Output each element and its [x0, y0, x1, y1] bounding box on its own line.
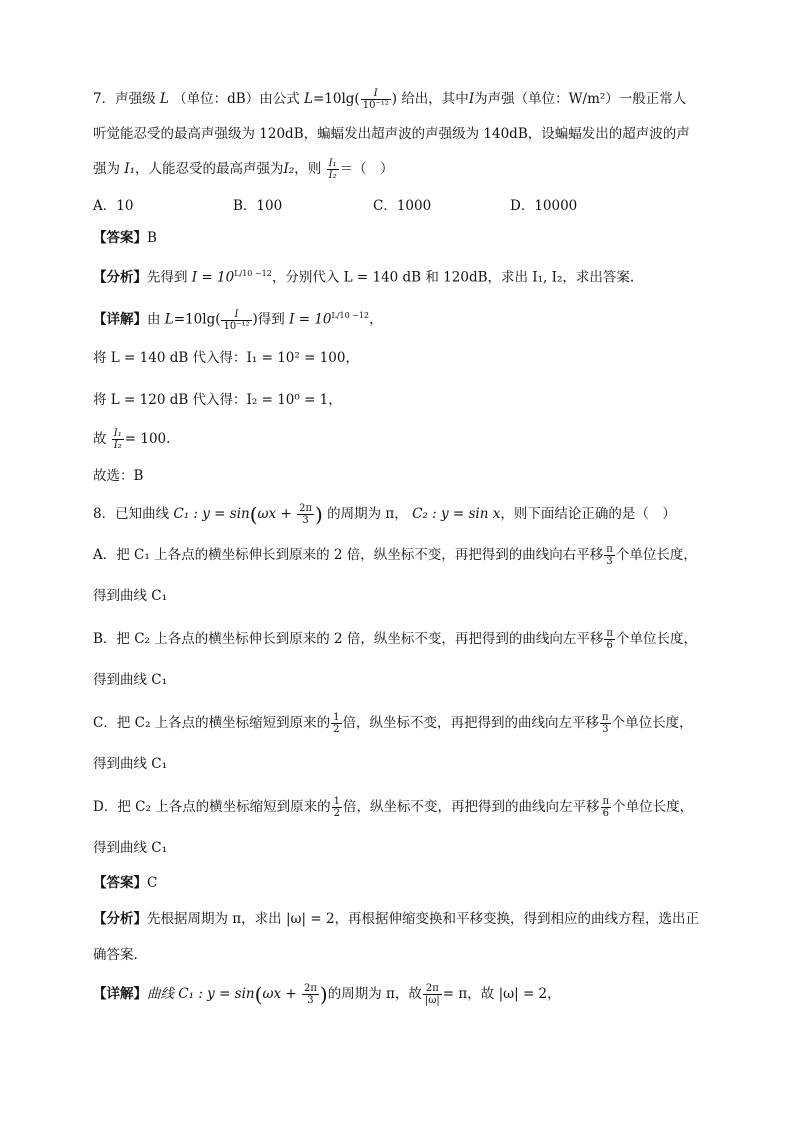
q8-c1-arg: ωx +: [257, 506, 297, 522]
q7-option-c: C．1000: [373, 198, 432, 214]
q7-line-2: 听觉能忍受的最高声强级为 120dB，蝙蝠发出超声波的声强级为 140dB，设蝙蝠发出的超声波的声: [93, 126, 690, 142]
q8-option-c-line-2: 得到曲线 C₁: [93, 756, 168, 772]
q7-answer: [93, 228, 157, 248]
detail-formula-fraction: [221, 309, 251, 332]
analysis-text-a: 先得到: [147, 269, 188, 286]
q8-c1-frac-den: 3: [302, 515, 309, 526]
q7-unit2-text: 为声强（单位：W/m²）一般正常人: [474, 91, 687, 107]
analysis-exponent: L/10 −12: [234, 269, 272, 278]
q8-c1-fraction: [297, 503, 314, 526]
q7-l3-c: ，则: [294, 161, 322, 177]
analysis-text-b: ，分别代入 L = 140 dB 和 120dB，求出 I₁, I₂，求出答案.: [271, 269, 635, 286]
q8-opt-d-tail: 个单位长度，: [612, 799, 694, 815]
q8-opt-d-den: 6: [602, 808, 609, 819]
q8-opt-c-fraction: [600, 712, 611, 735]
analysis-tag: 【分析】: [93, 269, 147, 286]
q8-opt-d-half-num: 1: [333, 796, 341, 807]
detail-formula-eq: =10lg(: [173, 311, 221, 328]
detail-formula-close: ): [252, 311, 258, 328]
q7-option-a: A．10: [93, 198, 134, 214]
q8-opt-b-den: 6: [606, 640, 613, 651]
q8-opt-b-text: B．把 C₂ 上各点的横坐标伸长到原来的 2 倍，纵坐标不变，再把得到的曲线向左平移: [93, 631, 604, 647]
q8-option-d-line-2: 得到曲线 C₁: [93, 840, 168, 856]
q8-line-1: 8．已知曲线 C₁ : y = sin(ωx + $\frac{2\pi}{3}$ ) 的周期为 π， C₂ : y = sin x，则下面结论正确的是（ ）: [93, 502, 676, 527]
formula-eq: =10lg(: [312, 91, 360, 107]
q8-detail-tag: 【详解】: [93, 986, 147, 1002]
q8-opt-d-half: [332, 796, 342, 819]
q7-option-d: D．10000: [510, 198, 578, 214]
detail-tag: 【详解】: [93, 311, 147, 328]
q8-detail-frac2-den: |ω|: [424, 995, 440, 1006]
q7-l3-d: ＝（ ）: [339, 161, 394, 177]
formula-fraction: [361, 88, 391, 111]
q8-intro: 8．已知曲线: [93, 506, 170, 522]
q7-choose: 故选：B: [93, 468, 144, 484]
q8-option-b-line-2: 得到曲线 C₁: [93, 672, 168, 688]
q7-analysis: [93, 264, 634, 288]
formula-close: ): [391, 91, 398, 107]
q8-opt-d-fraction: [601, 796, 612, 819]
q8-option-d-line-1: [93, 796, 693, 819]
q7-given-text: 给出，其中: [401, 91, 469, 107]
q8-opt-c-half-den: 2: [333, 724, 340, 735]
q8-opt-a-fraction: [604, 544, 615, 567]
step3-b: = 100.: [124, 431, 171, 447]
q8-detail-frac-num: 2π: [303, 983, 317, 994]
step3-fraction: [112, 428, 124, 451]
q8-opt-c-mid: 倍，纵坐标不变，再把得到的曲线向左平移: [342, 715, 600, 731]
q8-analysis-text: 先根据周期为 π，求出 |ω| = 2，再根据伸缩变换和平移变换，得到相应的曲线方程，选出正: [147, 911, 700, 927]
q8-detail-fraction-2: [423, 983, 442, 1006]
q8-detail-frac2-num: 2π: [423, 983, 442, 995]
var-I: I: [468, 91, 475, 107]
q8-detail-period: 的周期为 π，故: [327, 986, 422, 1002]
q8-opt-a-num: π: [606, 544, 613, 555]
q8-option-a-line-1: [93, 544, 697, 567]
q8-detail-fraction: [302, 983, 319, 1006]
detail-formula-num: I: [221, 309, 251, 321]
ratio-fraction: [327, 158, 339, 181]
q8-opt-d-num: π: [602, 796, 610, 807]
q8-opt-c-tail: 个单位长度，: [611, 715, 693, 731]
q8-opt-d-half-den: 2: [333, 808, 341, 819]
q8-period-text: 的周期为 π，: [327, 506, 408, 522]
q8-detail-tail: = π，故 |ω| = 2，: [442, 986, 561, 1002]
q8-c2-formula: C₂ : y = sin x: [412, 506, 501, 522]
q8-opt-a-text: A．把 C₁ 上各点的横坐标伸长到原来的 2 倍，纵坐标不变，再把得到的曲线向右平移: [93, 547, 604, 563]
q8-detail-arg: ωx +: [262, 986, 301, 1002]
q7-unit-text: （单位：dB）由公式: [173, 91, 300, 107]
q8-opt-c-num: π: [602, 712, 609, 723]
q8-option-b-line-1: [93, 628, 697, 651]
q8-c1-formula: C₁ : y = sin: [173, 506, 250, 522]
q7-step-1: 将 L = 140 dB 代入得：I₁ = 10² = 100，: [93, 350, 359, 366]
q8-analysis-tag: 【分析】: [93, 911, 147, 927]
q8-detail: 【详解】曲线 C₁ : y = sin(ωx + $\frac{2\pi}{3}$ )的周期为 π，故 $\frac{2\pi}{|\omega|}$ = π，故 |ω| = 2，: [93, 982, 561, 1007]
q7-step-2: 将 L = 120 dB 代入得：I₂ = 10⁰ = 1，: [93, 392, 342, 408]
q8-answer-value: C: [147, 875, 158, 891]
var-I2: I₂: [283, 161, 295, 177]
q7-detail: 【详解】由 L=10lg( $\frac{I}{\text{10⁻¹²}}$ )得到 $I = 10^{L/10 -12}$，: [93, 308, 383, 332]
q7-option-b: B．100: [233, 198, 283, 214]
q8-opt-d-mid: 倍，纵坐标不变，再把得到的曲线向左平移: [343, 799, 600, 815]
q7-line-1: [93, 88, 686, 111]
answer-tag: 【答案】: [93, 230, 147, 246]
q8-opt-d-text: D．把 C₂ 上各点的横坐标缩短到原来的: [93, 799, 331, 815]
q8-answer-tag: 【答案】: [93, 875, 147, 891]
step3-den: I₂: [113, 440, 122, 451]
q7-intro: 7．声强级: [93, 91, 156, 107]
q8-opt-a-den: 3: [606, 556, 613, 567]
q8-opt-c-text: C．把 C₂ 上各点的横坐标缩短到原来的: [93, 715, 331, 731]
formula-L: L: [304, 91, 313, 107]
ratio-den: I₂: [328, 170, 337, 181]
q8-c1-frac-num: 2π: [299, 503, 313, 514]
q8-analysis-line-1: [93, 909, 699, 929]
q8-opt-c-den: 3: [602, 724, 609, 735]
step3-a: 故: [93, 431, 107, 447]
q8-option-a-line-2: 得到曲线 C₁: [93, 588, 168, 604]
answer-value: B: [147, 230, 157, 246]
q7-l3-b: ，人能忍受的最高声强为: [135, 161, 284, 177]
q8-opt-b-fraction: [604, 628, 615, 651]
q8-answer: [93, 873, 157, 893]
formula-num: I: [361, 88, 391, 100]
q8-opt-c-half-num: 1: [333, 712, 340, 723]
q8-detail-formula: 曲线 C₁ : y = sin: [147, 986, 255, 1002]
q7-l3-a: 强为: [93, 161, 120, 177]
step3-num: I₁: [113, 428, 122, 439]
detail-text-a: 由: [147, 311, 161, 328]
ratio-num: I₁: [328, 158, 337, 169]
q8-opt-b-tail: 个单位长度，: [616, 631, 697, 647]
detail-result-formula: I = 10: [289, 311, 332, 328]
formula-den: 10⁻¹²: [362, 100, 389, 111]
detail-text-b: 得到: [257, 311, 285, 328]
q8-analysis-line-2: 确答案.: [93, 947, 138, 963]
q8-question-text: ，则下面结论正确的是（ ）: [500, 506, 676, 522]
detail-result-exponent: L/10 −12: [331, 311, 370, 320]
detail-formula-L: L: [164, 311, 174, 328]
q8-option-c-line-1: [93, 712, 693, 735]
detail-formula-den: 10⁻¹²: [223, 320, 250, 332]
var-I1: I₁: [124, 161, 136, 177]
q7-line-3: [93, 158, 394, 181]
q8-opt-c-half: [331, 712, 341, 735]
var-L: L: [159, 91, 169, 107]
q8-detail-frac-den: 3: [307, 995, 314, 1006]
q7-step-3: [93, 428, 170, 451]
q8-opt-a-tail: 个单位长度，: [615, 547, 697, 563]
q8-opt-b-num: π: [606, 628, 613, 639]
analysis-formula: I = 10: [191, 269, 235, 286]
